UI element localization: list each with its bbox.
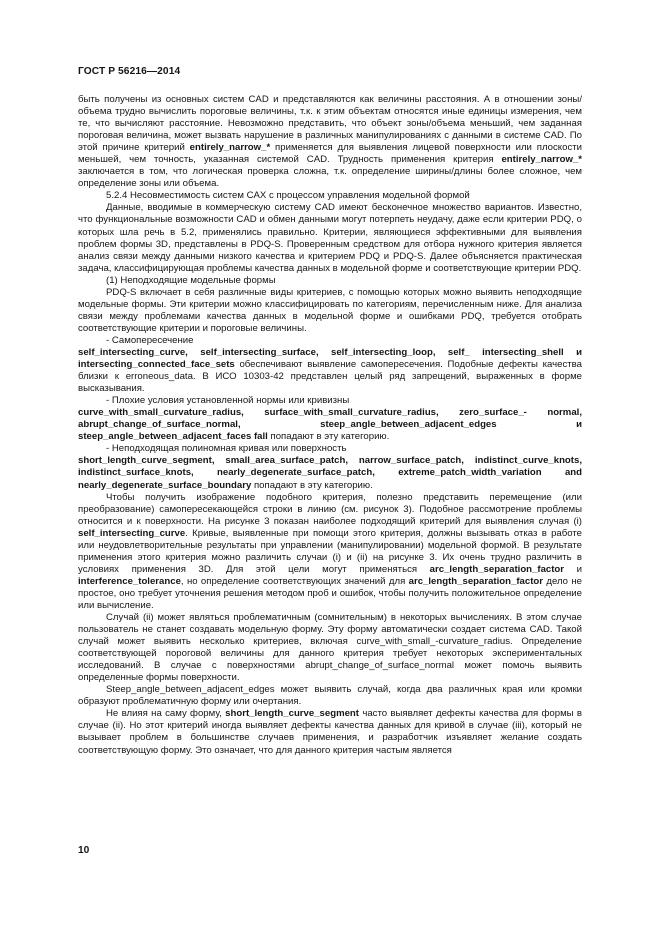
criterion-term: interference_tolerance bbox=[78, 575, 181, 587]
paragraph bbox=[78, 443, 582, 455]
paragraph bbox=[78, 94, 582, 190]
paragraph bbox=[78, 395, 582, 407]
text-run: заключается в том, что логическая проверка сложна, т.к. определение ширины/длины более сложное, чем определение зоны или объема. bbox=[78, 166, 582, 190]
paragraph bbox=[78, 708, 582, 756]
text-run: , но определение соответствующих значений для bbox=[180, 575, 409, 587]
paragraph bbox=[78, 202, 582, 274]
text-run: дело не простое, оно требует уточнения решения методом проб и ошибок, чтобы получить положительное определение или вычисление. bbox=[78, 575, 583, 611]
text-run: попадают в эту категорию. bbox=[251, 479, 373, 491]
criterion-term: short_length_curve_segment bbox=[225, 708, 359, 720]
text-run: Данные, вводимые в коммерческую систему CAD имеют бесконечное множество вариантов. Известно, что функциональные возможности CAD и обмен данными могут потерпеть неудачу, даже если критерии PDQ, о которых шла речь в 5.2, применялись правильно. Критерии, являющиеся эффективными для выявления проблем формы 3D, представлены в PDQ-S. Проверенным средством для отбора нужного критерия является анализ связи между данными низкого качества и критерием PDQ и PDQ-S. Далее объясняется практическая задача, классифицирующая проблемы качества данных в модельной форме и соответствующие критерии PDQ. bbox=[78, 202, 582, 274]
text-run: Случай (ii) может являться проблематичным (сомнительным) в некоторых вычислениях. В этом случае пользователь не станет создавать модельную форму. Эту форму автоматически создает система CAD. Такой случай может выявить несколько критериев, включая curve_with_small_-curvature_radius. Определение соответствующей пороговой величины для данного критерия требует некоторых экспериментальных исследований. В случае с поверхностями abrupt_change_of_surface_normal может помочь выявить определенные формы поверхности. bbox=[78, 612, 582, 684]
criterion-term: self_intersecting_curve, self_intersecting_surface, self_intersecting_loop, self_ intersecting_shell и intersecting_connected_face_sets bbox=[78, 346, 582, 371]
paragraph bbox=[78, 455, 582, 491]
paragraph bbox=[78, 275, 582, 287]
paragraph bbox=[78, 407, 582, 443]
document-header: ГОСТ Р 56216—2014 bbox=[78, 66, 181, 77]
paragraph bbox=[78, 492, 582, 612]
paragraph bbox=[78, 335, 582, 347]
criterion-term: entirely_narrow_* bbox=[189, 142, 271, 154]
document-body bbox=[78, 94, 582, 757]
criterion-term: arc_length_separation_factor bbox=[408, 575, 543, 587]
text-run: - Неподходящая полиномная кривая или поверхность bbox=[106, 443, 347, 455]
text-run: обеспечивают выявление самопересечения. Подобные дефекты качества близки к erroneous_data. В ИСО 10303-42 представлен целый ряд запрещений, выраженных в форме высказывания. bbox=[78, 359, 582, 395]
text-run: применяется для выявления лицевой поверхности или плоскости меньшей, чем точность, указанная системой CAD. Трудность применения критерия bbox=[78, 142, 582, 166]
text-run: 5.2.4 Несовместимость систем CAX с процессом управления модельной формой bbox=[106, 190, 470, 202]
criterion-term: entirely_narrow_* bbox=[501, 154, 582, 166]
text-run: быть получены из основных систем CAD и представляются как величины расстояния. А в отношении зоны/объема трудно вычислить пороговые величины, т.к. к этим объектам относятся иные единицы измерения, чем те, что вычисляют расстояние. Невозможно представить, что объект зоны/объема меньший, чем заданная пороговая величина, может вызвать нарушение в различных манипулированиях с данными в системе CAD. По этой причине критерий bbox=[78, 94, 582, 154]
text-run: - Самопересечение bbox=[106, 334, 194, 346]
text-run: . Кривые, выявленные при помощи этого критерия, должны вызывать отказ в работе или неудовлетворительные результаты при управлении (манипулировании) модельной формой. В результате применения этого критерия можно различить случаи (i) и (ii) на рисунке 3. Их очень трудно различить в условиях применения 3D. Для этой цели могут применяться bbox=[78, 527, 582, 575]
paragraph bbox=[78, 612, 582, 684]
text-run: - Плохие условия установленной нормы или кривизны bbox=[106, 395, 350, 407]
text-run: Steep_angle_between_adjacent_edges может выявить случай, когда два различных края или кромки образуют проблематичную форму или очертания. bbox=[78, 684, 582, 708]
text-run: (1) Неподходящие модельные формы bbox=[106, 274, 276, 286]
text-run: Не влияя на саму форму, bbox=[106, 708, 226, 720]
text-run: часто выявляет дефекты качества для формы в случае (ii). Но этот критерий иногда выявляет дефекты качества данных для кривой в случае (iii), который не вызывает проблем в большинстве случаев применения, и разработчик изъявляет желание создать соответствующую форму. Это означает, что для данного критерия частым является bbox=[78, 708, 582, 756]
text-run: и bbox=[564, 563, 582, 575]
criterion-term: arc_length_separation_factor bbox=[429, 563, 565, 575]
paragraph bbox=[78, 684, 582, 708]
page-number: 10 bbox=[78, 845, 90, 856]
criterion-term: self_intersecting_curve bbox=[78, 527, 186, 539]
paragraph bbox=[78, 287, 582, 335]
text-run: попадают в эту категорию. bbox=[267, 431, 390, 443]
text-run: PDQ-S включает в себя различные виды критериев, с помощью которых можно выявить неподходящие модельные формы. Эти критерии можно классифицировать по категориям, перечисленным ниже. Для анализа связи между проблемами качества данных в модельной форме и ошибками PDQ, требуется отобрать соответствующие критерии и пороговые величины. bbox=[78, 286, 582, 334]
paragraph bbox=[78, 347, 582, 395]
criterion-term: curve_with_small_curvature_radius, surface_with_small_curvature_radius, zero_surface_- normal, abrupt_change_of_surface_normal, steep_angle_between_adjacent_edges и steep_angle_between_adjacent_faces fall bbox=[78, 407, 582, 443]
text-run: Чтобы получить изображение подобного критерия, полезно представить перемещение (или преобразование) самопересекающейся строки в линию (см. рисунок 3). Подобное рассмотрение проблемы относится и к поверхности. На рисунке 3 показан наиболее подходящий критерий для выявления случая (i) bbox=[78, 491, 582, 527]
paragraph bbox=[78, 190, 582, 202]
criterion-term: short_length_curve_segment, small_area_surface_patch, narrow_surface_patch, indistinct_curve_knots, indistinct_surface_knots, nearly_degenerate_surface_patch, extreme_patch_width_variation and nearly_degenerate_surface_boundary bbox=[78, 455, 582, 491]
